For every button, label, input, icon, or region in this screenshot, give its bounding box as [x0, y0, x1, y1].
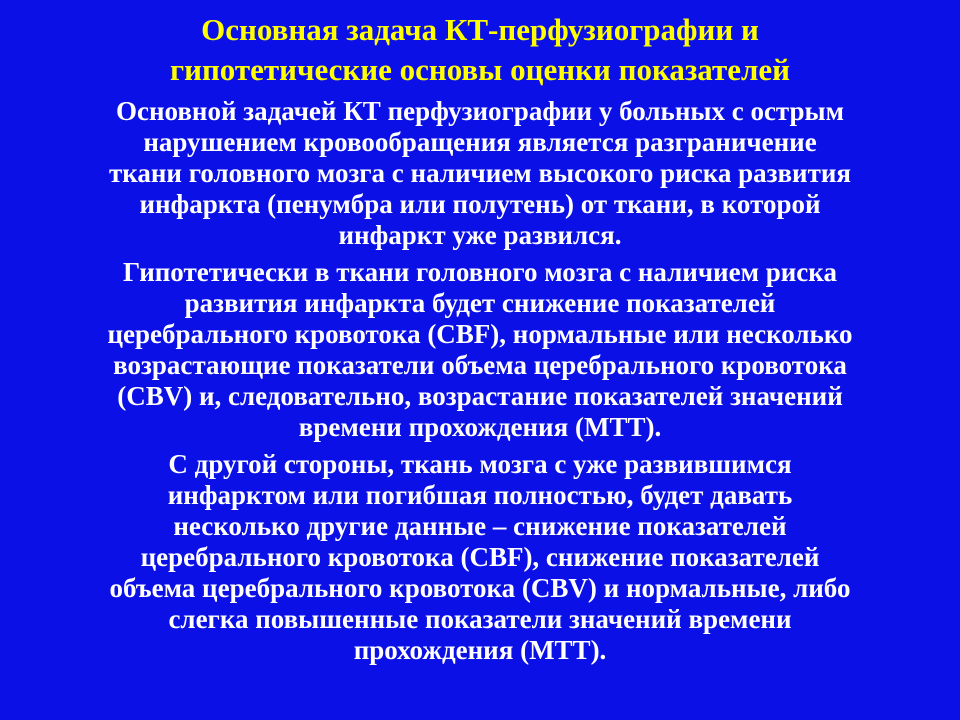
paragraph-line: объема церебрального кровотока (CBV) и нормальные, либо [109, 573, 851, 603]
paragraph-line: прохождения (MTT). [353, 635, 607, 665]
title-line-1: Основная задача КТ-перфузиографии и [201, 12, 759, 47]
paragraph-task [28, 96, 932, 251]
paragraph-line: времени прохождения (MTT). [298, 412, 662, 442]
paragraph-line: инфаркта (пенумбра или полутень) от ткани, в которой [139, 189, 821, 219]
paragraph-line: развития инфаркта будет снижение показателей [184, 288, 776, 318]
paragraph-line: нарушением кровообращения является разграничение [143, 127, 817, 157]
paragraph-line: инфарктом или погибшая полностью, будет давать [167, 480, 793, 510]
paragraph-line: слегка повышенные показатели значений времени [168, 604, 792, 634]
paragraph-line: возрастающие показатели объема церебрального кровотока [113, 350, 847, 380]
paragraph-line: Основной задачей КТ перфузиографии у больных с острым [115, 96, 845, 126]
paragraph-line: несколько другие данные – снижение показателей [173, 511, 787, 541]
paragraph-line: церебрального кровотока (CBF), нормальные или несколько [107, 319, 853, 349]
paragraph-infarct [28, 449, 932, 666]
paragraph-line: Гипотетически в ткани головного мозга с наличием риска [123, 257, 837, 287]
paragraph-line: церебрального кровотока (CBF), снижение показателей [140, 542, 820, 572]
title-line-2: гипотетические основы оценки показателей [170, 52, 790, 87]
paragraph-line: ткани головного мозга с наличием высокого риска развития [108, 158, 852, 188]
paragraph-line: инфаркт уже развился. [338, 220, 622, 250]
paragraph-line: (CBV) и, следовательно, возрастание показателей значений [117, 381, 843, 411]
paragraph-hypothesis [28, 257, 932, 443]
slide-title [28, 10, 932, 90]
paragraph-line: С другой стороны, ткань мозга с уже развившимся [168, 449, 792, 479]
